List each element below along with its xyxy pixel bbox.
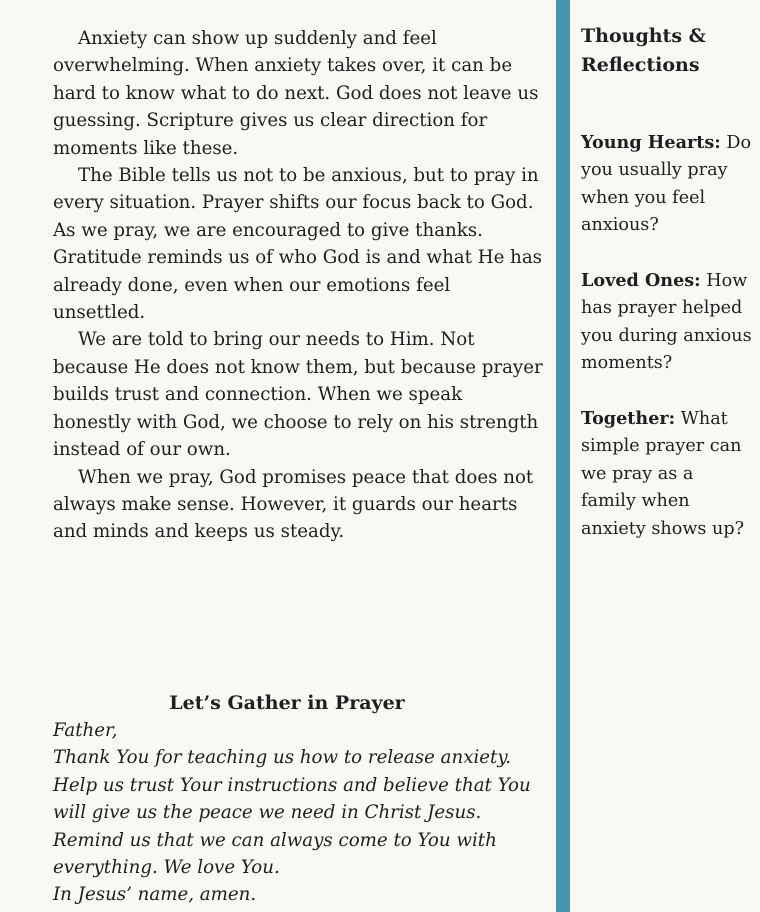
question-label: Young Hearts:	[581, 132, 721, 153]
question-text: How has prayer helped you during anxious moments?	[581, 271, 752, 374]
prayer-closing: In Jesus’ name, amen.	[53, 884, 257, 906]
question-young-hearts	[581, 129, 753, 240]
sidebar-title	[581, 22, 753, 80]
prayer-body: Thank You for teaching us how to release anxiety. Help us trust Your instructions and believe that You will give us the peace we need in Christ Jesus. Remind us that we can always come to You with everything. We love You.	[53, 747, 531, 879]
prayer-heading: Let’s Gather in Prayer	[169, 692, 405, 714]
column-divider	[556, 0, 570, 912]
question-label: Loved Ones:	[581, 270, 701, 292]
prayer-section	[53, 689, 545, 909]
question-text: What simple prayer can we pray as a family when anxiety shows up?	[581, 409, 745, 539]
body-paragraph-4: When we pray, God promises peace that does not always make sense. However, it guards our hearts and minds and keeps us steady.	[53, 466, 534, 543]
reflection-sidebar	[581, 22, 753, 570]
body-paragraph-3: We are told to bring our needs to Him. Not because He does not know them, but because prayer builds trust and connection. When we speak honestly with God, we choose to rely on his strength instead of our own.	[53, 329, 543, 461]
body-paragraph-2: The Bible tells us not to be anxious, but to pray in every situation. Prayer shifts our focus back to God. As we pray, we are encouraged to give thanks. Gratitude reminds us of who God is and what He has already done, even when our emotions feel unsettled.	[53, 165, 543, 324]
body-paragraph-1: Anxiety can show up suddenly and feel overwhelming. When anxiety takes over, it can be hard to know what to do next. God does not leave us guessing. Scripture gives us clear direction for moments like these.	[53, 28, 539, 159]
question-text: Do you usually pray when you feel anxious?	[581, 133, 752, 236]
question-loved-ones	[581, 267, 753, 378]
question-together	[581, 405, 753, 543]
sidebar-title-line-1: Thoughts &	[581, 25, 706, 47]
prayer-salutation: Father,	[53, 720, 118, 741]
question-label: Together:	[581, 408, 676, 430]
sidebar-title-line-2: Reflections	[581, 54, 700, 76]
devotional-body	[53, 25, 545, 546]
